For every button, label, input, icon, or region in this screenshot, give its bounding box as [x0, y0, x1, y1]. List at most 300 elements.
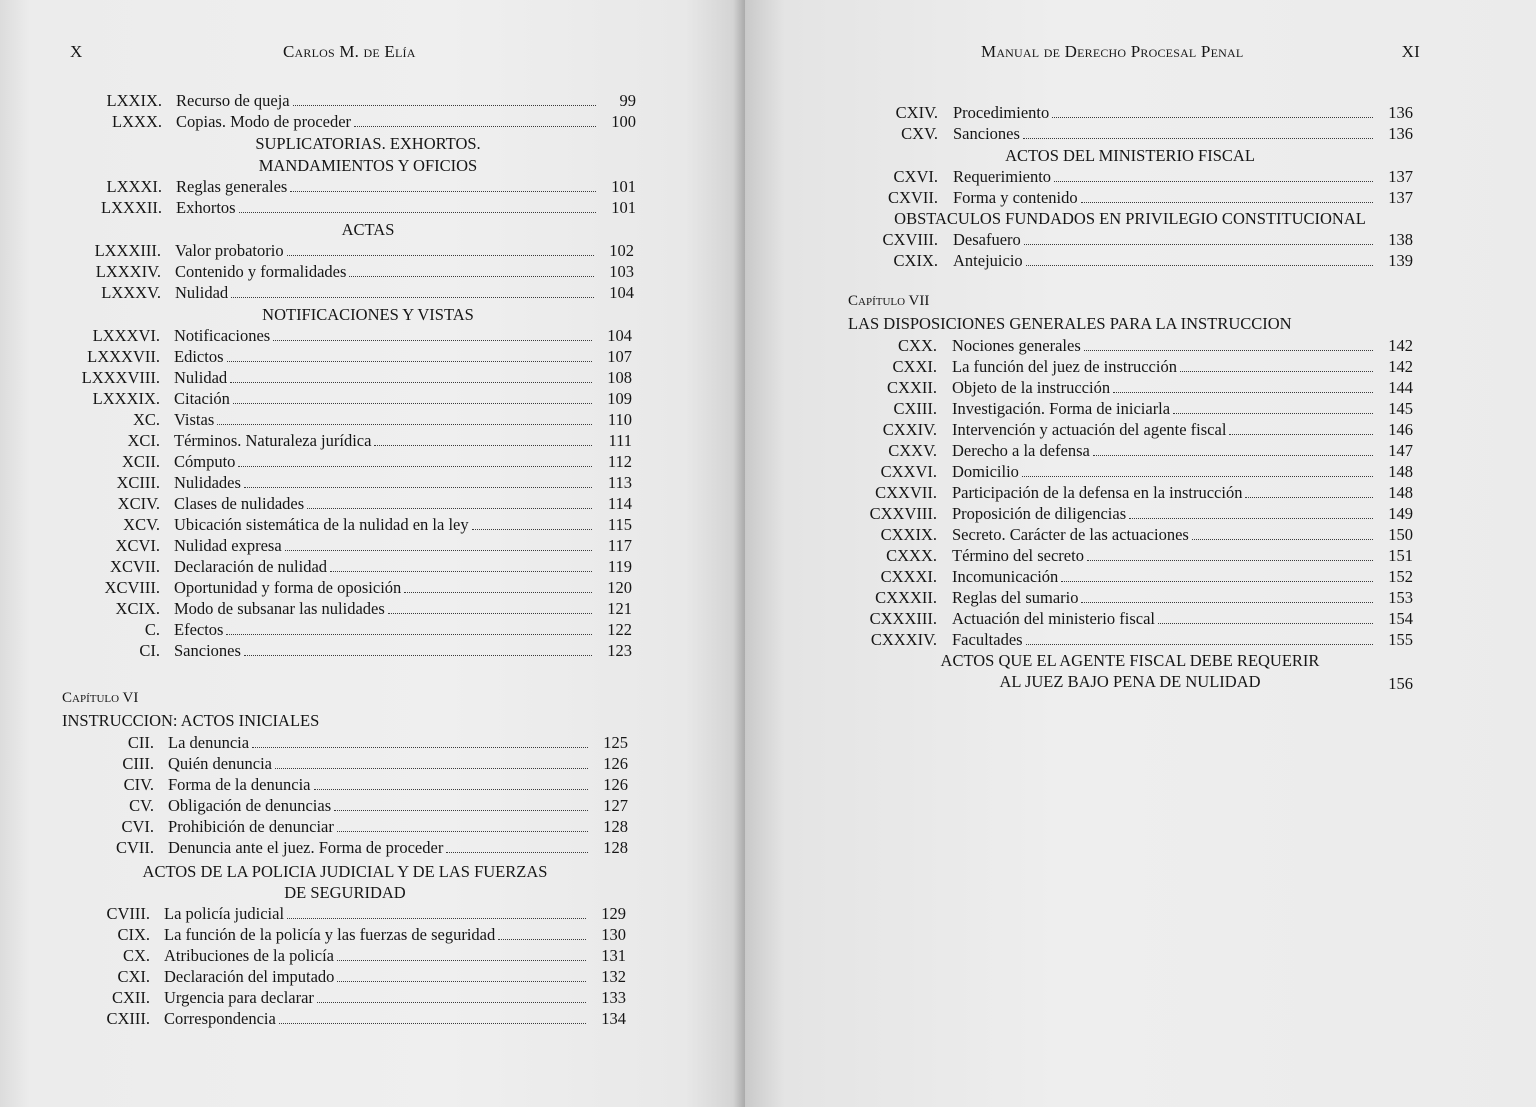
toc-entry-title-text: Modo de subsanar las nulidades	[174, 599, 385, 618]
section-heading-agente-fiscal: ACTOS QUE EL AGENTE FISCAL DEBE REQUERIR	[940, 651, 1320, 670]
toc-entry-page: 117	[607, 536, 632, 555]
toc-entry-title-text: Oportunidad y forma de oposición	[174, 578, 402, 597]
toc-entry-number: CXVI.	[893, 167, 938, 186]
right-page	[745, 0, 1536, 1107]
toc-entry-page: 130	[601, 925, 626, 944]
dot-leader	[226, 633, 592, 635]
dot-leader	[1022, 475, 1373, 477]
toc-entry-number: CII.	[127, 733, 154, 752]
toc-entry-number: CXIV.	[895, 103, 938, 122]
toc-entry-number: CXVII.	[888, 188, 938, 207]
toc-entry-title	[174, 430, 592, 451]
toc-entry-page: 99	[619, 91, 636, 110]
toc-entry-title	[953, 123, 1373, 144]
toc-entry-page: 136	[1388, 124, 1413, 143]
toc-entry-page: 100	[611, 112, 636, 131]
toc-entry-title	[174, 535, 592, 556]
toc-entry-title	[174, 619, 592, 640]
dot-leader	[317, 1001, 586, 1003]
toc-entry-page: 155	[1388, 630, 1413, 649]
dot-leader	[1026, 643, 1373, 645]
toc-entry-page: 150	[1388, 525, 1413, 544]
toc-entry-number: XCI.	[127, 431, 160, 450]
toc-entry-title-text: Cómputo	[174, 452, 236, 471]
toc-entry-page: 126	[603, 775, 628, 794]
toc-entry-number: LXXXVIII.	[81, 368, 160, 387]
toc-entry	[745, 166, 1413, 187]
dot-leader	[1245, 496, 1373, 498]
toc-entry-title-text: Correspondencia	[164, 1009, 276, 1028]
toc-entry	[0, 987, 626, 1008]
toc-entry-title-text: Procedimiento	[953, 103, 1050, 122]
toc-entry-title-text: Notificaciones	[174, 326, 271, 345]
dot-leader	[279, 1022, 586, 1024]
toc-entry-title-text: Nulidad expresa	[174, 536, 282, 555]
toc-entry-title	[952, 545, 1373, 566]
toc-entry-title	[174, 598, 592, 619]
toc-entry	[0, 388, 632, 409]
section-heading-policia: ACTOS DE LA POLICIA JUDICIAL Y DE LAS FUERZAS	[142, 862, 548, 881]
toc-entry-title-text: Requerimiento	[953, 167, 1052, 186]
toc-entry-number: XCIV.	[117, 494, 160, 513]
toc-entry-title-text: Intervención y actuación del agente fiscal	[952, 420, 1227, 439]
toc-entry-title	[164, 987, 586, 1008]
toc-entry-title-text: Nulidad	[174, 368, 228, 387]
toc-entry	[0, 111, 636, 132]
dot-leader	[1173, 412, 1373, 414]
toc-entry-title	[164, 1008, 586, 1029]
dot-leader	[498, 938, 586, 940]
section-agente-page-number: 156	[1388, 674, 1413, 693]
toc-entry-number: XCII.	[121, 452, 160, 471]
dot-leader	[354, 125, 596, 127]
toc-entry-title	[168, 774, 588, 795]
toc-entry	[745, 335, 1413, 356]
toc-entry	[745, 482, 1413, 503]
toc-entry-title-text: Contenido y formalidades	[175, 262, 347, 281]
toc-entry-title	[175, 240, 594, 261]
toc-entry-title-text: Desafuero	[953, 230, 1021, 249]
section-heading-agente-fiscal-2: AL JUEZ BAJO PENA DE NULIDAD	[999, 672, 1261, 691]
toc-entry-title	[174, 388, 592, 409]
toc-entry-number: CXXVIII.	[869, 504, 937, 523]
toc-entry-title-text: Nulidades	[174, 473, 241, 492]
toc-entry-page: 120	[607, 578, 632, 597]
toc-entry	[0, 640, 632, 661]
dot-leader	[330, 570, 592, 572]
toc-entry-title	[952, 524, 1373, 545]
toc-entry	[0, 924, 626, 945]
toc-entry-title-text: Término del secreto	[952, 546, 1084, 565]
chapter-title-vi: INSTRUCCION: ACTOS INICIALES	[62, 711, 320, 730]
toc-entry-page: 112	[607, 452, 632, 471]
dot-leader	[1158, 622, 1373, 624]
toc-entry-title	[164, 945, 586, 966]
toc-entry	[745, 608, 1413, 629]
toc-entry-title-text: La denuncia	[168, 733, 250, 752]
toc-entry	[0, 261, 634, 282]
toc-entry	[745, 229, 1413, 250]
toc-entry	[745, 187, 1413, 208]
toc-entry-page: 102	[609, 241, 634, 260]
toc-entry-page: 138	[1388, 230, 1413, 249]
toc-entry-page: 121	[607, 599, 632, 618]
toc-entry-title-text: Vistas	[174, 410, 215, 429]
toc-entry	[745, 587, 1413, 608]
left-folio: X	[70, 42, 83, 61]
toc-entry	[0, 556, 632, 577]
toc-entry-page: 103	[609, 262, 634, 281]
dot-leader	[239, 211, 596, 213]
toc-entry	[745, 102, 1413, 123]
toc-entry-title-text: Antejuicio	[953, 251, 1023, 270]
toc-entry-title-text: Facultades	[952, 630, 1023, 649]
toc-entry-title	[952, 587, 1373, 608]
section-heading-ministerio-fiscal: ACTOS DEL MINISTERIO FISCAL	[1005, 146, 1255, 165]
toc-entry-page: 109	[607, 389, 632, 408]
toc-entry	[745, 250, 1413, 271]
toc-entry	[0, 472, 632, 493]
toc-entry-title-text: Participación de la defensa en la instrucción	[952, 483, 1243, 502]
toc-entry-number: XCV.	[123, 515, 160, 534]
toc-entry-title-text: La policía judicial	[164, 904, 285, 923]
toc-entry-page: 144	[1388, 378, 1413, 397]
toc-entry	[745, 356, 1413, 377]
toc-entry-title-text: Valor probatorio	[175, 241, 284, 260]
dot-leader	[1026, 264, 1373, 266]
toc-entry-page: 108	[607, 368, 632, 387]
chapter-title-vii: LAS DISPOSICIONES GENERALES PARA LA INSTRUCCION	[848, 314, 1292, 333]
toc-entry	[0, 367, 632, 388]
dot-leader	[1192, 538, 1373, 540]
toc-entry-title	[174, 346, 592, 367]
toc-entry-number: CXIII.	[893, 399, 937, 418]
toc-entry	[0, 598, 632, 619]
toc-entry-page: 137	[1388, 188, 1413, 207]
toc-entry-number: CV.	[129, 796, 154, 815]
toc-entry-title-text: Citación	[174, 389, 230, 408]
toc-entry-title	[174, 514, 592, 535]
dot-leader	[1084, 349, 1373, 351]
toc-entry	[0, 325, 632, 346]
toc-entry	[0, 945, 626, 966]
toc-entry-page: 115	[607, 515, 632, 534]
toc-entry-page: 132	[601, 967, 626, 986]
toc-entry-number: CXXII.	[887, 378, 937, 397]
toc-entry-title	[952, 377, 1373, 398]
toc-entry	[745, 545, 1413, 566]
dot-leader	[1052, 116, 1373, 118]
left-page	[0, 0, 745, 1107]
toc-entry-title	[953, 187, 1373, 208]
dot-leader	[446, 851, 588, 853]
dot-leader	[293, 104, 596, 106]
dot-leader	[1061, 580, 1373, 582]
toc-entry-title-text: Exhortos	[176, 198, 236, 217]
toc-entry-number: CXXVII.	[875, 483, 937, 502]
toc-entry-number: CVIII.	[106, 904, 150, 923]
toc-entry-number: CXXXIII.	[869, 609, 937, 628]
toc-entry-page: 146	[1388, 420, 1413, 439]
toc-entry-page: 152	[1388, 567, 1413, 586]
dot-leader	[1093, 454, 1373, 456]
toc-entry-title	[952, 482, 1373, 503]
toc-entry-title-text: La función del juez de instrucción	[952, 357, 1177, 376]
dot-leader	[349, 275, 594, 277]
toc-entry-number: XCVII.	[110, 557, 160, 576]
toc-entry-title	[174, 493, 592, 514]
toc-entry-number: CXV.	[901, 124, 938, 143]
dot-leader	[1113, 391, 1373, 393]
toc-entry-page: 154	[1388, 609, 1413, 628]
toc-entry-title	[952, 335, 1373, 356]
toc-entry-page: 125	[603, 733, 628, 752]
dot-leader	[1129, 517, 1373, 519]
toc-entry	[0, 514, 632, 535]
toc-entry	[745, 419, 1413, 440]
toc-entry-page: 142	[1388, 336, 1413, 355]
toc-entry-title	[175, 282, 594, 303]
dot-leader	[337, 830, 588, 832]
toc-entry-title-text: Reglas generales	[176, 177, 288, 196]
toc-entry-page: 148	[1388, 462, 1413, 481]
toc-entry-title	[168, 753, 588, 774]
toc-entry-title-text: Quién denuncia	[168, 754, 273, 773]
toc-entry-number: LXXXIV.	[95, 262, 161, 281]
toc-entry-page: 104	[607, 326, 632, 345]
toc-entry-title-text: Edictos	[174, 347, 224, 366]
toc-entry-title	[168, 795, 588, 816]
toc-entry-title	[952, 398, 1373, 419]
toc-entry-title	[174, 451, 592, 472]
toc-entry	[0, 493, 632, 514]
toc-entry-title-text: Forma y contenido	[953, 188, 1078, 207]
toc-entry-page: 122	[607, 620, 632, 639]
toc-entry-number: XCIII.	[116, 473, 160, 492]
toc-entry-title	[176, 90, 596, 111]
toc-entry-title-text: Objeto de la instrucción	[952, 378, 1111, 397]
dot-leader	[244, 486, 592, 488]
toc-entry-number: CXXV.	[888, 441, 937, 460]
toc-entry	[745, 398, 1413, 419]
section-heading-obstaculos: OBSTACULOS FUNDADOS EN PRIVILEGIO CONSTITUCIONAL	[894, 209, 1366, 228]
toc-entry-page: 131	[601, 946, 626, 965]
toc-entry-page: 128	[603, 817, 628, 836]
dot-leader	[227, 360, 593, 362]
toc-entry-title	[953, 102, 1373, 123]
toc-entry-title-text: Atribuciones de la policía	[164, 946, 334, 965]
dot-leader	[287, 254, 594, 256]
toc-entry-title	[952, 419, 1373, 440]
dot-leader	[404, 591, 592, 593]
toc-entry-number: LXXXV.	[101, 283, 161, 302]
toc-entry-title-text: Urgencia para declarar	[164, 988, 314, 1007]
toc-entry-title-text: Clases de nulidades	[174, 494, 305, 513]
toc-entry	[0, 176, 636, 197]
toc-entry-page: 148	[1388, 483, 1413, 502]
toc-entry-title	[175, 261, 594, 282]
toc-entry	[0, 282, 634, 303]
dot-leader	[307, 507, 592, 509]
toc-entry-number: CVI.	[121, 817, 154, 836]
toc-entry-number: CXI.	[117, 967, 150, 986]
section-heading-suplicatorias-2: MANDAMIENTOS Y OFICIOS	[258, 156, 478, 175]
dot-leader	[374, 444, 592, 446]
toc-entry-page: 137	[1388, 167, 1413, 186]
dot-leader	[217, 423, 592, 425]
toc-entry	[0, 240, 634, 261]
toc-entry-title	[176, 176, 596, 197]
toc-entry-number: CXXX.	[886, 546, 937, 565]
toc-entry-number: C.	[144, 620, 160, 639]
toc-entry-page: 134	[601, 1009, 626, 1028]
toc-entry-number: LXXXII.	[101, 198, 162, 217]
toc-entry-title-text: Obligación de denuncias	[168, 796, 332, 815]
toc-entry	[0, 346, 632, 367]
toc-entry-page: 147	[1388, 441, 1413, 460]
toc-entry-title	[952, 461, 1373, 482]
toc-entry-page: 151	[1388, 546, 1413, 565]
toc-entry-number: LXXIX.	[106, 91, 162, 110]
toc-entry-number: CXXIX.	[880, 525, 937, 544]
toc-entry-title-text: Denuncia ante el juez. Forma de proceder	[168, 838, 444, 857]
toc-entry	[0, 837, 628, 858]
toc-entry-number: CXXXII.	[875, 588, 937, 607]
toc-entry-title	[952, 566, 1373, 587]
dot-leader	[1229, 433, 1373, 435]
toc-entry-page: 111	[608, 431, 632, 450]
toc-entry-number: CXXVI.	[880, 462, 937, 481]
toc-entry-title-text: Proposición de diligencias	[952, 504, 1127, 523]
toc-entry-number: LXXXI.	[106, 177, 162, 196]
toc-entry	[745, 566, 1413, 587]
toc-entry-title	[174, 577, 592, 598]
toc-entry-title-text: Nulidad	[175, 283, 229, 302]
toc-entry-title-text: Investigación. Forma de iniciarla	[952, 399, 1171, 418]
toc-entry-title	[164, 903, 586, 924]
dot-leader	[273, 339, 592, 341]
toc-entry	[0, 903, 626, 924]
toc-entry-title-text: Domicilio	[952, 462, 1019, 481]
dot-leader	[285, 549, 592, 551]
toc-entry	[745, 503, 1413, 524]
toc-entry-page: 142	[1388, 357, 1413, 376]
toc-entry	[0, 619, 632, 640]
dot-leader	[252, 746, 588, 748]
toc-entry-title-text: Efectos	[174, 620, 224, 639]
toc-entry-title	[174, 367, 592, 388]
section-heading-suplicatorias: SUPLICATORIAS. EXHORTOS.	[255, 134, 481, 153]
toc-entry-number: CVII.	[115, 838, 154, 857]
toc-entry	[0, 409, 632, 430]
right-folio: XI	[1401, 42, 1420, 61]
toc-entry-number: CXVIII.	[882, 230, 938, 249]
toc-entry	[0, 753, 628, 774]
toc-entry-number: LXXX.	[112, 112, 162, 131]
toc-entry-title-text: Derecho a la defensa	[952, 441, 1090, 460]
toc-entry-page: 128	[603, 838, 628, 857]
toc-entry-page: 133	[601, 988, 626, 1007]
toc-entry-page: 139	[1388, 251, 1413, 270]
toc-entry-title-text: Declaración de nulidad	[174, 557, 328, 576]
toc-entry-title	[168, 816, 588, 837]
toc-entry-page: 149	[1388, 504, 1413, 523]
toc-entry	[0, 535, 632, 556]
toc-entry-title	[953, 229, 1373, 250]
dot-leader	[244, 654, 592, 656]
toc-entry-title-text: Actuación del ministerio fiscal	[952, 609, 1155, 628]
toc-entry-page: 153	[1388, 588, 1413, 607]
toc-entry-title	[952, 503, 1373, 524]
dot-leader	[314, 788, 589, 790]
toc-entry-page: 145	[1388, 399, 1413, 418]
toc-entry-page: 126	[603, 754, 628, 773]
dot-leader	[1024, 243, 1373, 245]
toc-entry-page: 113	[607, 473, 632, 492]
toc-entry-number: CXII.	[111, 988, 150, 1007]
dot-leader	[275, 767, 588, 769]
toc-entry-number: XCIX.	[115, 599, 160, 618]
toc-entry-number: LXXXVI.	[92, 326, 160, 345]
toc-entry-page: 101	[611, 177, 636, 196]
section-heading-actas: ACTAS	[341, 220, 395, 239]
toc-entry-title-text: Nociones generales	[952, 336, 1081, 355]
toc-entry	[745, 377, 1413, 398]
dot-leader	[233, 402, 592, 404]
dot-leader	[1081, 601, 1373, 603]
toc-entry-title	[953, 166, 1373, 187]
dot-leader	[1087, 559, 1373, 561]
toc-entry-number: CI.	[139, 641, 160, 660]
dot-leader	[1180, 370, 1373, 372]
toc-entry-title-text: Forma de la denuncia	[168, 775, 311, 794]
toc-entry-title	[952, 356, 1373, 377]
toc-entry-number: CXX.	[898, 336, 937, 355]
toc-entry	[0, 795, 628, 816]
toc-entry-number: LXXXVII.	[87, 347, 160, 366]
toc-entry-title	[174, 640, 592, 661]
toc-entry-number: CIX.	[117, 925, 150, 944]
toc-entry	[0, 197, 636, 218]
toc-entry	[0, 430, 632, 451]
dot-leader	[230, 381, 592, 383]
toc-entry-page: 123	[607, 641, 632, 660]
toc-entry-title	[174, 409, 592, 430]
dot-leader	[1054, 180, 1373, 182]
section-heading-policia-2: DE SEGURIDAD	[284, 883, 406, 902]
toc-entry-title-text: Recurso de queja	[176, 91, 290, 110]
toc-entry-number: CX.	[122, 946, 150, 965]
dot-leader	[290, 190, 596, 192]
toc-entry-number: LXXXIX.	[92, 389, 160, 408]
toc-entry-title	[952, 608, 1373, 629]
toc-entry	[0, 732, 628, 753]
toc-entry-page: 119	[607, 557, 632, 576]
toc-entry-number: XCVI.	[115, 536, 160, 555]
toc-entry	[745, 524, 1413, 545]
toc-entry-page: 107	[607, 347, 632, 366]
toc-entry	[0, 816, 628, 837]
toc-entry	[0, 966, 626, 987]
toc-entry-number: CIV.	[123, 775, 154, 794]
toc-entry-title-text: Sanciones	[953, 124, 1020, 143]
toc-entry-number: LXXXIII.	[94, 241, 161, 260]
toc-entry-title	[174, 472, 592, 493]
toc-entry-page: 114	[607, 494, 632, 513]
toc-entry-title	[952, 440, 1373, 461]
toc-entry	[0, 1008, 626, 1029]
toc-entry-title-text: Sanciones	[174, 641, 241, 660]
